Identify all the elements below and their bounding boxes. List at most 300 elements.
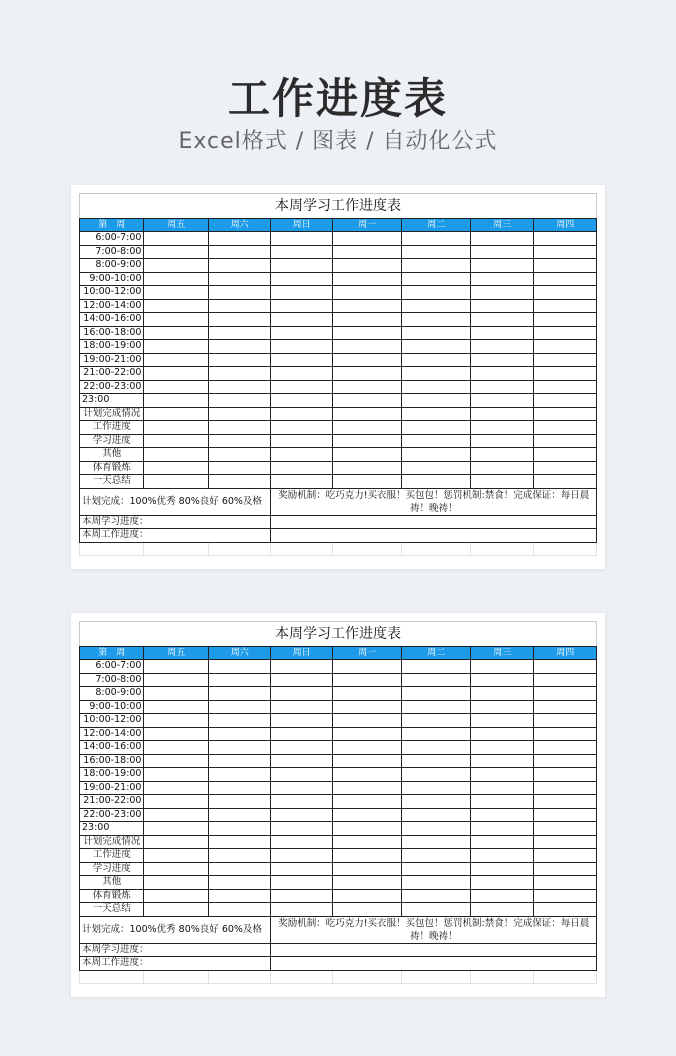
- table-cell: [144, 475, 208, 489]
- table-cell: [271, 475, 332, 489]
- table-cell: [208, 970, 270, 983]
- table-cell: [144, 970, 208, 983]
- table-cell: [402, 394, 471, 408]
- table-cell: [208, 380, 270, 394]
- table-cell: [534, 475, 597, 489]
- table-cell: [402, 903, 471, 917]
- table-cell: [534, 542, 597, 555]
- table-cell: [402, 835, 471, 849]
- table-cell: [271, 313, 332, 327]
- table-cell: [470, 849, 533, 863]
- table-cell: [402, 272, 471, 286]
- table-cell: [208, 245, 270, 259]
- table-cell: [470, 326, 533, 340]
- table-cell: [534, 461, 597, 475]
- table-cell: [402, 727, 471, 741]
- table-cell: [332, 448, 402, 462]
- table-cell: [208, 687, 270, 701]
- table-cell: [402, 795, 471, 809]
- table-cell: [470, 232, 533, 246]
- table-cell: [470, 903, 533, 917]
- time-slot-label: 12:00-14:00: [80, 299, 144, 313]
- table-cell: [534, 687, 597, 701]
- table-row: [80, 286, 597, 300]
- table-cell: [470, 272, 533, 286]
- table-cell: [470, 394, 533, 408]
- table-row: [80, 903, 597, 917]
- table-cell: [271, 660, 332, 674]
- table-cell: [534, 754, 597, 768]
- time-slot-label: 8:00-9:00: [80, 687, 144, 701]
- table-cell: [208, 673, 270, 687]
- table-cell: [271, 970, 332, 983]
- sheet-title: 本周学习工作进度表: [80, 622, 597, 647]
- table-cell: [470, 862, 533, 876]
- table-cell: [332, 727, 402, 741]
- table-cell: [470, 367, 533, 381]
- table-cell: [470, 795, 533, 809]
- table-cell: [470, 475, 533, 489]
- table-cell: [534, 313, 597, 327]
- category-label: 学习进度: [80, 434, 144, 448]
- table-cell: [534, 970, 597, 983]
- table-row: [80, 232, 597, 246]
- table-row: [80, 741, 597, 755]
- table-cell: [144, 448, 208, 462]
- table-cell: [271, 768, 332, 782]
- table-row: [80, 407, 597, 421]
- category-label: 计划完成情况: [80, 835, 144, 849]
- table-cell: [402, 876, 471, 890]
- table-cell: [402, 326, 471, 340]
- table-cell: [271, 781, 332, 795]
- table-cell: [332, 970, 402, 983]
- table-cell: [144, 808, 208, 822]
- table-cell: [332, 673, 402, 687]
- table-row: [80, 475, 597, 489]
- table-cell: [332, 754, 402, 768]
- table-cell: [402, 232, 471, 246]
- table-cell: [402, 461, 471, 475]
- table-cell: [144, 232, 208, 246]
- table-cell: [271, 461, 332, 475]
- table-cell: [271, 299, 332, 313]
- table-cell: [534, 448, 597, 462]
- category-label: 体育锻炼: [80, 889, 144, 903]
- table-cell: [208, 259, 270, 273]
- page-subtitle: Excel格式 / 图表 / 自动化公式: [178, 129, 498, 154]
- table-row: [80, 889, 597, 903]
- time-slot-label: 10:00-12:00: [80, 286, 144, 300]
- table-cell: [271, 754, 332, 768]
- time-slot-label: 21:00-22:00: [80, 367, 144, 381]
- sheet-preview-1: [71, 185, 605, 569]
- table-row: [80, 259, 597, 273]
- table-cell: [271, 367, 332, 381]
- table-row: [80, 808, 597, 822]
- table-cell: [534, 434, 597, 448]
- table-cell: [208, 475, 270, 489]
- table-cell: [402, 434, 471, 448]
- table-cell: [271, 380, 332, 394]
- table-cell: [470, 340, 533, 354]
- table-cell: [271, 272, 332, 286]
- table-cell: [208, 768, 270, 782]
- table-cell: [271, 795, 332, 809]
- table-cell: [144, 461, 208, 475]
- table-cell: [208, 340, 270, 354]
- table-cell: [271, 727, 332, 741]
- table-cell: [332, 367, 402, 381]
- table-cell: [144, 727, 208, 741]
- table-cell: [144, 286, 208, 300]
- reward-note: 奖励机制：吃巧克力!买衣服！买包包！惩罚机制:禁食！完成保证：每日晨祷！晚祷！: [271, 916, 597, 943]
- summary-label: 本周学习进度：: [80, 943, 271, 957]
- table-cell: [470, 687, 533, 701]
- table-cell: [208, 660, 270, 674]
- table-cell: [332, 808, 402, 822]
- table-cell: [402, 970, 471, 983]
- header-row: [80, 219, 597, 232]
- time-slot-label: 22:00-23:00: [80, 808, 144, 822]
- time-slot-label: 14:00-16:00: [80, 313, 144, 327]
- day-header: 周日: [271, 219, 332, 232]
- table-cell: [470, 700, 533, 714]
- progress-table: [79, 193, 597, 556]
- table-cell: [144, 781, 208, 795]
- table-cell: [271, 687, 332, 701]
- table-cell: [534, 714, 597, 728]
- table-cell: [208, 876, 270, 890]
- table-cell: [144, 245, 208, 259]
- table-cell: [534, 849, 597, 863]
- table-cell: [402, 822, 471, 836]
- table-cell: [402, 367, 471, 381]
- table-cell: [402, 781, 471, 795]
- table-row: [80, 326, 597, 340]
- sheet-title-row: [80, 622, 597, 647]
- table-cell: [534, 808, 597, 822]
- table-row: [80, 781, 597, 795]
- table-cell: [534, 340, 597, 354]
- table-cell: [208, 299, 270, 313]
- table-cell: [402, 660, 471, 674]
- table-row: [80, 849, 597, 863]
- table-cell: [470, 781, 533, 795]
- time-slot-label: 19:00-21:00: [80, 353, 144, 367]
- table-cell: [332, 340, 402, 354]
- table-cell: [470, 754, 533, 768]
- week-label: 第 周: [80, 219, 144, 232]
- table-cell: [332, 876, 402, 890]
- table-cell: [470, 970, 533, 983]
- table-cell: [332, 660, 402, 674]
- table-cell: [534, 795, 597, 809]
- table-cell: [144, 795, 208, 809]
- table-cell: [534, 876, 597, 890]
- table-row: [80, 394, 597, 408]
- table-row: [80, 353, 597, 367]
- table-cell: [470, 889, 533, 903]
- table-cell: [144, 313, 208, 327]
- category-label: 其他: [80, 876, 144, 890]
- table-cell: [470, 407, 533, 421]
- table-row: [80, 421, 597, 435]
- table-cell: [144, 754, 208, 768]
- table-cell: [534, 367, 597, 381]
- table-cell: [208, 822, 270, 836]
- table-cell: [144, 673, 208, 687]
- table-cell: [144, 353, 208, 367]
- table-cell: [144, 407, 208, 421]
- reward-note: 奖励机制：吃巧克力!买衣服！买包包！惩罚机制:禁食！完成保证：每日晨祷！晚祷！: [271, 488, 597, 515]
- table-cell: [402, 754, 471, 768]
- table-cell: [402, 259, 471, 273]
- table-cell: [534, 394, 597, 408]
- time-slot-label: 18:00-19:00: [80, 340, 144, 354]
- table-cell: [470, 808, 533, 822]
- table-cell: [144, 660, 208, 674]
- table-cell: [470, 286, 533, 300]
- table-cell: [271, 515, 597, 529]
- table-cell: [208, 421, 270, 435]
- table-cell: [534, 660, 597, 674]
- table-cell: [271, 286, 332, 300]
- table-cell: [271, 700, 332, 714]
- category-label: 学习进度: [80, 862, 144, 876]
- table-cell: [271, 849, 332, 863]
- table-cell: [534, 353, 597, 367]
- table-cell: [271, 808, 332, 822]
- table-cell: [402, 380, 471, 394]
- table-cell: [144, 822, 208, 836]
- header-row: [80, 647, 597, 660]
- time-slot-label: 23:00: [80, 394, 144, 408]
- table-cell: [144, 876, 208, 890]
- table-cell: [332, 822, 402, 836]
- table-cell: [534, 822, 597, 836]
- table-cell: [144, 741, 208, 755]
- table-cell: [271, 232, 332, 246]
- table-cell: [534, 835, 597, 849]
- table-row: [80, 434, 597, 448]
- table-cell: [402, 286, 471, 300]
- day-header: 周五: [144, 219, 208, 232]
- table-cell: [144, 421, 208, 435]
- table-cell: [470, 727, 533, 741]
- table-cell: [271, 673, 332, 687]
- table-row: [80, 862, 597, 876]
- table-cell: [271, 326, 332, 340]
- table-cell: [144, 889, 208, 903]
- table-cell: [144, 394, 208, 408]
- table-cell: [534, 232, 597, 246]
- day-header: 周六: [208, 219, 270, 232]
- note-row: [80, 488, 597, 515]
- table-row: [80, 754, 597, 768]
- time-slot-label: 21:00-22:00: [80, 795, 144, 809]
- table-cell: [271, 903, 332, 917]
- table-cell: [402, 862, 471, 876]
- table-cell: [332, 768, 402, 782]
- category-label: 体育锻炼: [80, 461, 144, 475]
- table-row: [80, 367, 597, 381]
- table-cell: [470, 353, 533, 367]
- table-cell: [271, 741, 332, 755]
- table-cell: [208, 353, 270, 367]
- table-cell: [144, 714, 208, 728]
- table-cell: [144, 380, 208, 394]
- table-cell: [144, 326, 208, 340]
- time-slot-label: 7:00-8:00: [80, 245, 144, 259]
- table-cell: [402, 714, 471, 728]
- table-cell: [470, 768, 533, 782]
- summary-label: 本周工作进度：: [80, 957, 271, 971]
- plan-note: 计划完成：100%优秀 80%良好 60%及格: [80, 488, 271, 515]
- table-cell: [271, 448, 332, 462]
- time-slot-label: 10:00-12:00: [80, 714, 144, 728]
- category-label: 一天总结: [80, 903, 144, 917]
- table-cell: [271, 394, 332, 408]
- table-cell: [144, 687, 208, 701]
- table-cell: [534, 889, 597, 903]
- table-cell: [271, 876, 332, 890]
- table-cell: [271, 862, 332, 876]
- table-cell: [208, 313, 270, 327]
- table-cell: [332, 542, 402, 555]
- table-cell: [144, 272, 208, 286]
- table-cell: [402, 475, 471, 489]
- table-cell: [534, 407, 597, 421]
- table-cell: [402, 448, 471, 462]
- table-row: [80, 313, 597, 327]
- table-cell: [332, 461, 402, 475]
- table-cell: [144, 542, 208, 555]
- table-row: [80, 795, 597, 809]
- table-cell: [208, 849, 270, 863]
- table-row: [80, 727, 597, 741]
- time-slot-label: 7:00-8:00: [80, 673, 144, 687]
- day-header: 周三: [470, 219, 533, 232]
- table-row: [80, 943, 597, 957]
- table-cell: [402, 407, 471, 421]
- table-row: [80, 380, 597, 394]
- table-cell: [470, 421, 533, 435]
- table-row: [80, 835, 597, 849]
- table-cell: [332, 286, 402, 300]
- table-cell: [271, 542, 332, 555]
- table-cell: [332, 835, 402, 849]
- day-header: 周二: [402, 647, 471, 660]
- table-cell: [144, 259, 208, 273]
- table-cell: [208, 808, 270, 822]
- table-cell: [332, 299, 402, 313]
- table-cell: [402, 687, 471, 701]
- table-row: [80, 673, 597, 687]
- table-row: [80, 448, 597, 462]
- table-cell: [534, 741, 597, 755]
- table-cell: [402, 340, 471, 354]
- table-cell: [402, 673, 471, 687]
- table-cell: [534, 768, 597, 782]
- time-slot-label: 16:00-18:00: [80, 754, 144, 768]
- table-row: [80, 461, 597, 475]
- time-slot-label: 9:00-10:00: [80, 272, 144, 286]
- table-cell: [402, 849, 471, 863]
- table-cell: [271, 407, 332, 421]
- table-cell: [534, 299, 597, 313]
- day-header: 周一: [332, 219, 402, 232]
- table-cell: [271, 259, 332, 273]
- table-cell: [332, 380, 402, 394]
- day-header: 周日: [271, 647, 332, 660]
- table-row: [80, 687, 597, 701]
- table-cell: [534, 781, 597, 795]
- table-cell: [80, 542, 144, 555]
- table-cell: [470, 714, 533, 728]
- table-cell: [402, 889, 471, 903]
- table-cell: [144, 340, 208, 354]
- table-cell: [208, 754, 270, 768]
- table-cell: [402, 245, 471, 259]
- note-row: [80, 916, 597, 943]
- table-cell: [402, 299, 471, 313]
- sheet-title-row: [80, 194, 597, 219]
- table-cell: [470, 299, 533, 313]
- table-cell: [271, 957, 597, 971]
- table-cell: [208, 542, 270, 555]
- table-cell: [332, 353, 402, 367]
- table-row: [80, 660, 597, 674]
- day-header: 周四: [534, 647, 597, 660]
- table-cell: [144, 434, 208, 448]
- time-slot-label: 16:00-18:00: [80, 326, 144, 340]
- table-cell: [332, 232, 402, 246]
- table-cell: [332, 326, 402, 340]
- table-row: [80, 970, 597, 983]
- table-cell: [332, 259, 402, 273]
- table-cell: [144, 862, 208, 876]
- time-slot-label: 8:00-9:00: [80, 259, 144, 273]
- table-cell: [402, 421, 471, 435]
- table-cell: [208, 286, 270, 300]
- table-cell: [208, 448, 270, 462]
- time-slot-label: 18:00-19:00: [80, 768, 144, 782]
- time-slot-label: 9:00-10:00: [80, 700, 144, 714]
- table-cell: [332, 245, 402, 259]
- table-cell: [402, 353, 471, 367]
- table-cell: [332, 421, 402, 435]
- table-cell: [271, 529, 597, 543]
- table-cell: [332, 795, 402, 809]
- table-cell: [470, 313, 533, 327]
- time-slot-label: 6:00-7:00: [80, 232, 144, 246]
- week-label: 第 周: [80, 647, 144, 660]
- table-cell: [208, 232, 270, 246]
- table-cell: [332, 475, 402, 489]
- table-row: [80, 822, 597, 836]
- table-cell: [332, 394, 402, 408]
- table-row: [80, 340, 597, 354]
- table-cell: [208, 367, 270, 381]
- table-cell: [534, 380, 597, 394]
- table-cell: [271, 714, 332, 728]
- category-label: 其他: [80, 448, 144, 462]
- table-row: [80, 272, 597, 286]
- table-cell: [332, 407, 402, 421]
- table-row: [80, 714, 597, 728]
- table-cell: [80, 970, 144, 983]
